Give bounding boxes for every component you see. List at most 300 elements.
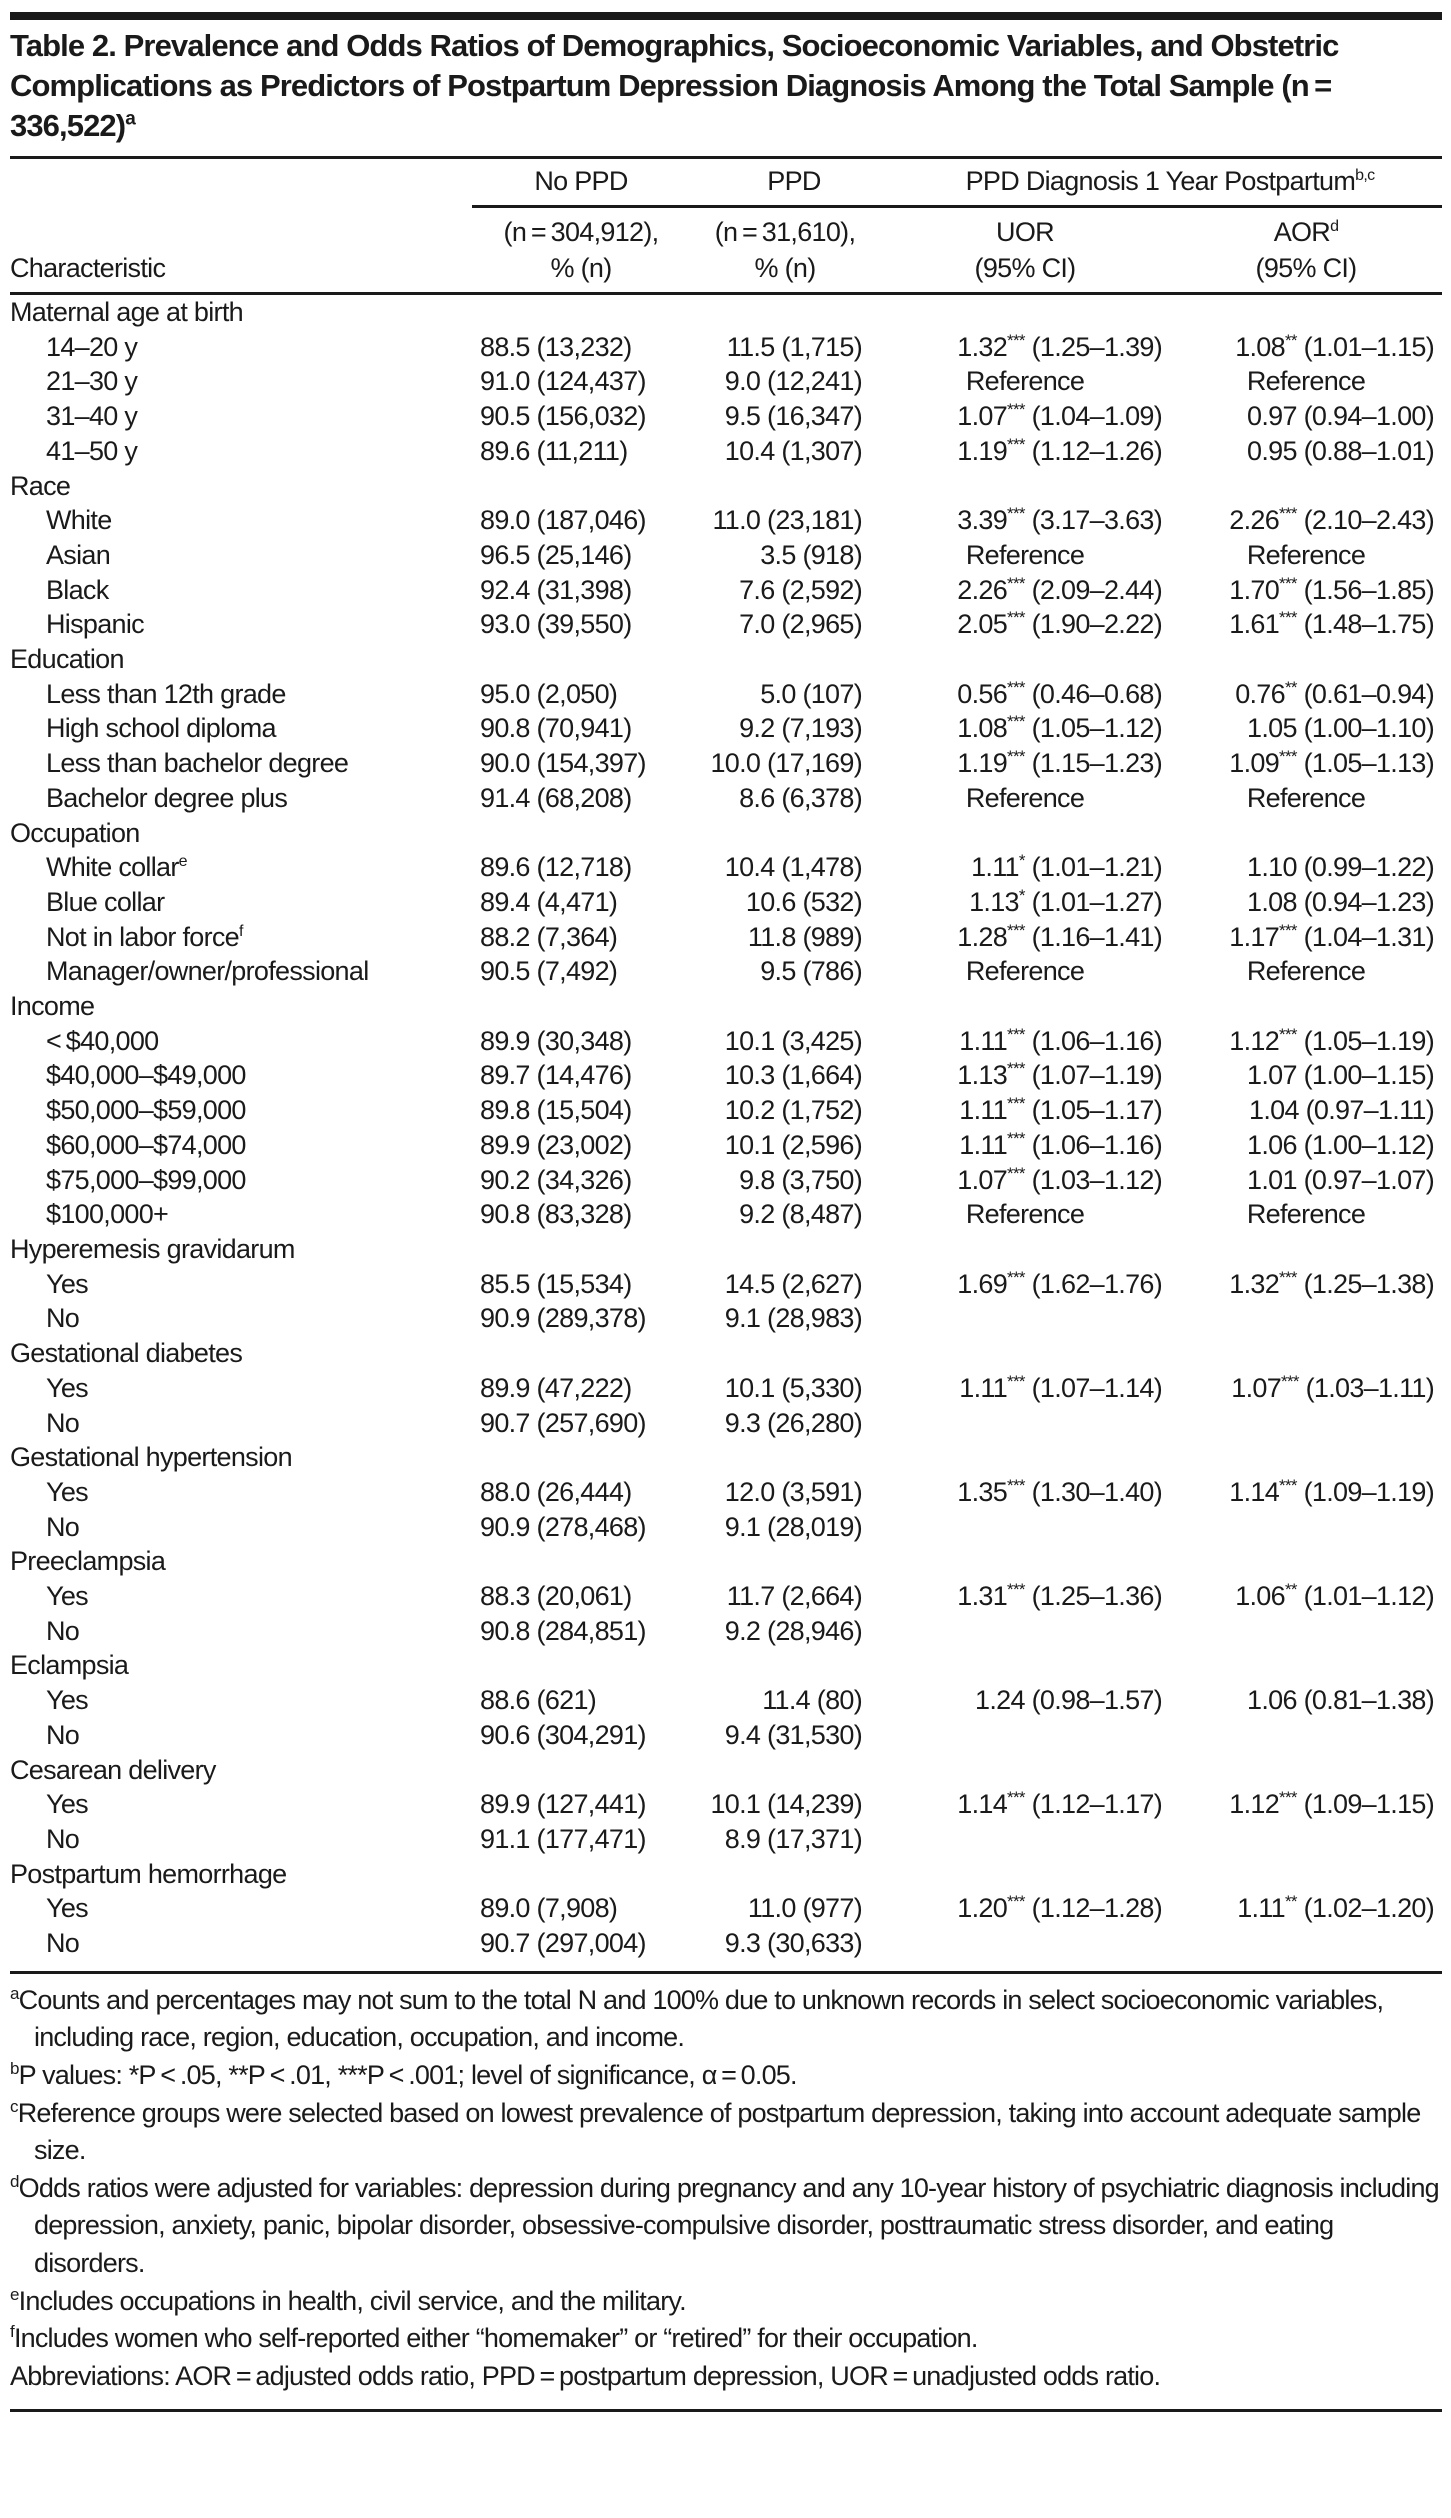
row-label-cell: [10, 1510, 472, 1545]
row-label-cell: [10, 711, 472, 746]
table-row: [10, 503, 1442, 538]
ppd-value: 11.7 (2,664): [726, 1581, 862, 1612]
uor-ci: (1.01–1.21): [1031, 852, 1162, 883]
section-row: [10, 1440, 1442, 1475]
uor-estimate: 0.56: [957, 678, 1008, 709]
row-label-cell: [10, 850, 472, 885]
uor-ci: (1.62–1.76): [1031, 1268, 1162, 1299]
footnote: [10, 1982, 1442, 2057]
aor-estimate: 1.06: [1247, 1129, 1297, 1160]
uor-ci: (0.46–0.68): [1031, 678, 1162, 709]
row-label: No: [46, 1719, 80, 1750]
col-header-uor: UOR: [996, 217, 1054, 247]
table-row: [10, 1197, 1442, 1232]
no-ppd-value: 89.4 (4,471): [480, 886, 618, 917]
col-header-ppd: PPD: [690, 159, 880, 207]
uor-value: [880, 1406, 1170, 1441]
aor-estimate: 1.01: [1247, 1164, 1297, 1195]
aor-estimate: 1.05: [1247, 713, 1297, 744]
bottom-rule: [10, 2409, 1442, 2412]
footnote-mark: b: [10, 2058, 19, 2078]
table-row: [10, 1163, 1442, 1198]
table-row: [10, 434, 1442, 469]
uor-estimate: 1.11: [959, 1372, 1008, 1403]
ppd-value: 10.0 (17,169): [710, 748, 862, 779]
aor-value: [1170, 746, 1442, 781]
uor-significance: ***: [1007, 920, 1025, 940]
table-header: [10, 159, 1442, 294]
row-label-cell: [10, 330, 472, 365]
uor-ci: (1.01–1.27): [1031, 886, 1162, 917]
uor-ci: (1.25–1.39): [1031, 331, 1162, 362]
row-label-cell: [10, 1093, 472, 1128]
ppd-value: 10.4 (1,307): [724, 435, 862, 466]
table-row: [10, 1371, 1442, 1406]
ppd-value: 9.2 (28,946): [724, 1615, 862, 1646]
ppd-value: 14.5 (2,627): [724, 1268, 862, 1299]
aor-value: [1170, 1787, 1442, 1822]
section-row: [10, 1753, 1442, 1788]
uor-ci: (1.25–1.36): [1031, 1581, 1162, 1612]
section-label: Postpartum hemorrhage: [10, 1858, 287, 1889]
row-label-cell: [10, 573, 472, 608]
uor-value: [880, 1301, 1170, 1336]
uor-value: [880, 607, 1170, 642]
uor-value: [880, 885, 1170, 920]
uor-reference: Reference: [965, 366, 1085, 397]
table-row: [10, 538, 1442, 573]
ppd-value: 9.4 (31,530): [724, 1719, 862, 1750]
no-ppd-value: 89.6 (11,211): [480, 435, 628, 466]
row-label: Yes: [46, 1789, 88, 1820]
ppd-value: 10.4 (1,478): [724, 852, 862, 883]
aor-value: [1170, 1024, 1442, 1059]
uor-significance: ***: [1007, 504, 1025, 524]
no-ppd-value: 90.8 (83,328): [480, 1199, 632, 1230]
aor-value: [1170, 1128, 1442, 1163]
uor-significance: ***: [1007, 1059, 1025, 1079]
no-ppd-value: 88.6 (621): [480, 1685, 597, 1716]
footnote-text: P values: *P < .05, **P < .01, ***P < .001; level of significance, α = 0.05.: [18, 2059, 797, 2090]
uor-significance: ***: [1007, 330, 1025, 350]
aor-value: [1170, 1371, 1442, 1406]
uor-value: [880, 1093, 1170, 1128]
row-label: No: [46, 1928, 80, 1959]
row-label: 31–40 y: [46, 401, 138, 432]
uor-value: [880, 1683, 1170, 1718]
no-ppd-value: 91.0 (124,437): [480, 366, 646, 397]
uor-ci: (1.07–1.19): [1031, 1060, 1162, 1091]
aor-value: [1170, 330, 1442, 365]
no-ppd-value: 90.0 (154,397): [480, 748, 646, 779]
table-row: [10, 1579, 1442, 1614]
row-label: No: [46, 1823, 80, 1854]
section-label: Preeclampsia: [10, 1546, 166, 1577]
aor-value: [1170, 573, 1442, 608]
table-title: [10, 26, 1442, 156]
uor-ci: (0.98–1.57): [1031, 1685, 1162, 1716]
ppd-value: 10.6 (532): [745, 886, 862, 917]
row-label: Asian: [46, 539, 111, 570]
row-label-cell: [10, 1926, 472, 1961]
no-ppd-value: 90.8 (284,851): [480, 1615, 646, 1646]
aor-estimate: 1.10: [1247, 852, 1297, 883]
uor-value: [880, 920, 1170, 955]
aor-ci: (0.97–1.07): [1303, 1164, 1434, 1195]
uor-value: [880, 434, 1170, 469]
row-label-cell: [10, 1787, 472, 1822]
row-label-cell: [10, 1683, 472, 1718]
aor-estimate: 1.32: [1229, 1268, 1280, 1299]
row-label: < $40,000: [46, 1025, 159, 1056]
table-row: [10, 781, 1442, 816]
aor-value: [1170, 399, 1442, 434]
uor-value: [880, 1926, 1170, 1961]
row-label-cell: [10, 607, 472, 642]
aor-ci: (0.94–1.00): [1303, 401, 1434, 432]
uor-value: [880, 573, 1170, 608]
table-row: [10, 607, 1442, 642]
row-label-cell: [10, 1024, 472, 1059]
aor-value: [1170, 850, 1442, 885]
table-row: [10, 1267, 1442, 1302]
no-ppd-value: 89.9 (23,002): [480, 1129, 632, 1160]
uor-significance: ***: [1007, 1892, 1025, 1912]
ppd-value: 11.5 (1,715): [726, 331, 862, 362]
uor-estimate: 2.26: [957, 574, 1008, 605]
row-footnote-mark: f: [239, 922, 243, 940]
uor-value: [880, 1475, 1170, 1510]
uor-significance: ***: [1007, 1024, 1025, 1044]
aor-significance: ***: [1279, 573, 1297, 593]
uor-ci: (1.12–1.26): [1031, 435, 1162, 466]
aor-value: [1170, 920, 1442, 955]
title-footnote-mark: a: [125, 108, 135, 130]
aor-estimate: 1.70: [1229, 574, 1280, 605]
footnote-text: Abbreviations: AOR = adjusted odds ratio, PPD = postpartum depression, UOR = unadjusted odds ratio.: [10, 2360, 1161, 2391]
footnote-text: Odds ratios were adjusted for variables: depression during pregnancy and any 10-year history of psychiatric diagnosis including depression, anxiety, panic, bipolar disorder, obsessive-compulsive disorder, posttraumatic stress disorder, and eating disorders.: [18, 2172, 1439, 2278]
uor-significance: *: [1018, 851, 1025, 871]
section-label: Cesarean delivery: [10, 1754, 216, 1785]
aor-value: [1170, 1093, 1442, 1128]
row-label: $60,000–$74,000: [46, 1129, 246, 1160]
row-label: Yes: [46, 1685, 88, 1716]
diagnosis-footnote-mark: b,c: [1355, 167, 1375, 184]
uor-estimate: 1.32: [957, 331, 1008, 362]
ppd-value: 12.0 (3,591): [724, 1476, 862, 1507]
section-row: [10, 642, 1442, 677]
row-label: $40,000–$49,000: [46, 1060, 246, 1091]
no-ppd-value: 88.5 (13,232): [480, 331, 632, 362]
row-label-cell: [10, 434, 472, 469]
aor-estimate: 1.08: [1235, 331, 1285, 362]
uor-ci: (2.09–2.44): [1031, 574, 1162, 605]
uor-ci: (1.06–1.16): [1031, 1129, 1162, 1160]
row-label: 14–20 y: [46, 331, 138, 362]
aor-ci: (1.00–1.12): [1303, 1129, 1434, 1160]
aor-value: [1170, 503, 1442, 538]
section-label: Income: [10, 991, 95, 1022]
table-row: [10, 1406, 1442, 1441]
aor-label: AOR: [1273, 217, 1331, 247]
footnote-mark: f: [10, 2322, 14, 2342]
aor-ci: (1.00–1.10): [1303, 713, 1434, 744]
footnote: [10, 2057, 1442, 2095]
uor-value: [880, 1891, 1170, 1926]
ppd-value: 10.2 (1,752): [724, 1095, 862, 1126]
table-row: [10, 1718, 1442, 1753]
row-label-cell: [10, 1301, 472, 1336]
no-ppd-value: 90.9 (278,468): [480, 1511, 646, 1542]
col-header-diagnosis: [880, 159, 1442, 207]
uor-ci: (1.16–1.41): [1031, 921, 1162, 952]
aor-value: [1170, 434, 1442, 469]
aor-ci: (0.61–0.94): [1303, 678, 1434, 709]
uor-estimate: 2.05: [957, 609, 1008, 640]
table-row: [10, 711, 1442, 746]
row-label-cell: [10, 503, 472, 538]
section-row: [10, 1648, 1442, 1683]
row-label: No: [46, 1407, 80, 1438]
aor-significance: ***: [1279, 920, 1297, 940]
no-ppd-n: (n = 304,912),: [503, 217, 659, 247]
row-label-cell: [10, 1058, 472, 1093]
aor-value: [1170, 1718, 1442, 1753]
aor-ci: (2.10–2.43): [1303, 505, 1434, 536]
aor-estimate: 1.06: [1247, 1685, 1297, 1716]
aor-estimate: 2.26: [1229, 505, 1280, 536]
uor-ci: (3.17–3.63): [1031, 505, 1162, 536]
aor-ci: (1.04–1.31): [1303, 921, 1434, 952]
aor-value: [1170, 1301, 1442, 1336]
row-label: No: [46, 1615, 80, 1646]
aor-estimate: 1.14: [1229, 1476, 1280, 1507]
no-ppd-value: 89.6 (12,718): [480, 852, 632, 883]
no-ppd-value: 91.4 (68,208): [480, 782, 632, 813]
row-label-cell: [10, 1406, 472, 1441]
row-label-cell: [10, 954, 472, 989]
row-label: Manager/owner/professional: [46, 956, 369, 987]
no-ppd-unit: % (n): [472, 250, 690, 294]
aor-estimate: 1.12: [1229, 1789, 1280, 1820]
uor-value: [880, 1614, 1170, 1649]
uor-significance: ***: [1007, 1580, 1025, 1600]
no-ppd-value: 88.3 (20,061): [480, 1581, 632, 1612]
row-footnote-mark: e: [178, 853, 187, 871]
no-ppd-value: 90.9 (289,378): [480, 1303, 646, 1334]
table-row: [10, 1787, 1442, 1822]
ppd-value: 11.8 (989): [747, 921, 862, 952]
table-row: [10, 573, 1442, 608]
row-label-cell: [10, 1475, 472, 1510]
uor-significance: ***: [1007, 434, 1025, 454]
table-row: [10, 920, 1442, 955]
uor-estimate: 1.20: [957, 1893, 1008, 1924]
aor-estimate: 1.06: [1235, 1581, 1285, 1612]
uor-value: [880, 330, 1170, 365]
no-ppd-value: 89.7 (14,476): [480, 1060, 632, 1091]
table-row: [10, 885, 1442, 920]
aor-reference: Reference: [1246, 956, 1366, 987]
row-label: 41–50 y: [46, 435, 138, 466]
uor-estimate: 1.24: [975, 1685, 1025, 1716]
aor-estimate: 1.11: [1237, 1893, 1285, 1924]
row-label-cell: [10, 1579, 472, 1614]
no-ppd-value: 93.0 (39,550): [480, 609, 632, 640]
table-row: [10, 1891, 1442, 1926]
aor-value: [1170, 1163, 1442, 1198]
uor-value: [880, 1058, 1170, 1093]
aor-significance: ***: [1281, 1371, 1299, 1391]
no-ppd-value: 90.2 (34,326): [480, 1164, 632, 1195]
uor-ci: (1.05–1.12): [1031, 713, 1162, 744]
footnote: [10, 2170, 1442, 2283]
uor-significance: ***: [1007, 1094, 1025, 1114]
ppd-value: 9.8 (3,750): [739, 1164, 862, 1195]
uor-ci: (1.12–1.17): [1031, 1789, 1162, 1820]
uor-ci: (1.05–1.17): [1031, 1095, 1162, 1126]
uor-value: [880, 1024, 1170, 1059]
aor-ci: (1.05–1.13): [1303, 748, 1434, 779]
aor-ci: (0.97–1.11): [1305, 1095, 1434, 1126]
uor-reference: Reference: [965, 956, 1085, 987]
no-ppd-value: 90.6 (304,291): [480, 1719, 646, 1750]
col-header-characteristic: Characteristic: [10, 250, 472, 294]
table-container: [10, 12, 1442, 2412]
uor-reference: Reference: [965, 539, 1085, 570]
aor-value: [1170, 1683, 1442, 1718]
table-row: [10, 1301, 1442, 1336]
section-label: Eclampsia: [10, 1650, 129, 1681]
aor-value: [1170, 1510, 1442, 1545]
aor-significance: **: [1284, 677, 1297, 697]
uor-value: [880, 1510, 1170, 1545]
row-label-cell: [10, 746, 472, 781]
uor-value: [880, 1718, 1170, 1753]
uor-ci: (1.03–1.12): [1031, 1164, 1162, 1195]
ppd-value: 10.1 (3,425): [724, 1025, 862, 1056]
row-label: Less than bachelor degree: [46, 748, 349, 779]
table-row: [10, 1475, 1442, 1510]
row-label: Yes: [46, 1372, 88, 1403]
aor-estimate: 1.17: [1229, 921, 1280, 952]
aor-value: [1170, 677, 1442, 712]
uor-reference: Reference: [965, 782, 1085, 813]
aor-estimate: 1.12: [1229, 1025, 1280, 1056]
aor-significance: ***: [1279, 1788, 1297, 1808]
section-label: Gestational diabetes: [10, 1338, 243, 1369]
aor-value: [1170, 1579, 1442, 1614]
table-row: [10, 1926, 1442, 1961]
uor-significance: *: [1018, 885, 1025, 905]
footnote-text: Counts and percentages may not sum to the total N and 100% due to unknown records in select socioeconomic variables, including race, region, education, occupation, and income.: [18, 1984, 1384, 2053]
ppd-value: 9.0 (12,241): [724, 366, 862, 397]
uor-estimate: 1.11: [959, 1095, 1008, 1126]
no-ppd-value: 91.1 (177,471): [480, 1823, 646, 1854]
row-label: Blue collar: [46, 886, 165, 917]
row-label: $75,000–$99,000: [46, 1164, 246, 1195]
section-label: Gestational hypertension: [10, 1442, 292, 1473]
aor-significance: **: [1284, 1580, 1297, 1600]
aor-ci: (1.00–1.15): [1303, 1060, 1434, 1091]
section-row: [10, 1544, 1442, 1579]
uor-value: [880, 1787, 1170, 1822]
aor-ci: (1.56–1.85): [1303, 574, 1434, 605]
row-label-cell: [10, 677, 472, 712]
table-row: [10, 954, 1442, 989]
footnote-text: Includes women who self-reported either “homemaker” or “retired” for their occupation.: [13, 2323, 978, 2354]
aor-estimate: 0.95: [1247, 435, 1297, 466]
section-row: [10, 989, 1442, 1024]
section-label: Hyperemesis gravidarum: [10, 1233, 295, 1264]
section-label: Occupation: [10, 817, 140, 848]
aor-ci: (1.05–1.19): [1303, 1025, 1434, 1056]
section-label: Maternal age at birth: [10, 297, 243, 327]
ppd-unit: % (n): [690, 250, 880, 294]
row-label-cell: [10, 1128, 472, 1163]
section-row: [10, 1336, 1442, 1371]
ppd-value: 10.1 (2,596): [724, 1129, 862, 1160]
aor-significance: **: [1284, 330, 1297, 350]
aor-ci: (0.94–1.23): [1303, 886, 1434, 917]
aor-value: [1170, 1891, 1442, 1926]
aor-value: [1170, 1406, 1442, 1441]
ppd-value: 10.1 (14,239): [710, 1789, 862, 1820]
row-label-cell: [10, 1197, 472, 1232]
uor-significance: ***: [1007, 573, 1025, 593]
uor-estimate: 1.07: [957, 401, 1008, 432]
footnote: [10, 2358, 1442, 2396]
no-ppd-value: 85.5 (15,534): [480, 1268, 632, 1299]
aor-value: [1170, 1926, 1442, 1961]
table-row: [10, 399, 1442, 434]
uor-significance: ***: [1007, 608, 1025, 628]
aor-value: [1170, 711, 1442, 746]
row-label-cell: [10, 885, 472, 920]
uor-significance: ***: [1007, 1163, 1025, 1183]
uor-significance: ***: [1007, 1267, 1025, 1287]
data-table: [10, 159, 1442, 1961]
col-header-no-ppd: No PPD: [472, 159, 690, 207]
row-label-cell: [10, 1614, 472, 1649]
aor-estimate: 1.09: [1229, 748, 1280, 779]
row-label-cell: [10, 538, 472, 573]
uor-ci: (1.90–2.22): [1031, 609, 1162, 640]
footnote-text: Includes occupations in health, civil service, and the military.: [18, 2285, 686, 2316]
row-label: $50,000–$59,000: [46, 1095, 246, 1126]
uor-value: [880, 1822, 1170, 1857]
table-row: [10, 1024, 1442, 1059]
uor-value: [880, 677, 1170, 712]
uor-estimate: 1.69: [957, 1268, 1008, 1299]
uor-value: [880, 711, 1170, 746]
ppd-value: 7.6 (2,592): [739, 574, 862, 605]
ppd-value: 9.5 (16,347): [724, 401, 862, 432]
col-header-aor: [1170, 207, 1442, 251]
aor-ci: (1.01–1.12): [1303, 1581, 1434, 1612]
table-row: [10, 1822, 1442, 1857]
no-ppd-value: 89.9 (47,222): [480, 1372, 632, 1403]
uor-estimate: 1.14: [957, 1789, 1008, 1820]
row-label-cell: [10, 399, 472, 434]
row-label: Yes: [46, 1476, 88, 1507]
row-label: Less than 12th grade: [46, 678, 286, 709]
uor-value: [880, 850, 1170, 885]
uor-estimate: 1.35: [957, 1476, 1008, 1507]
uor-estimate: 1.13: [969, 886, 1019, 917]
uor-ci: (1.30–1.40): [1031, 1476, 1162, 1507]
aor-ci: (1.01–1.15): [1303, 331, 1434, 362]
